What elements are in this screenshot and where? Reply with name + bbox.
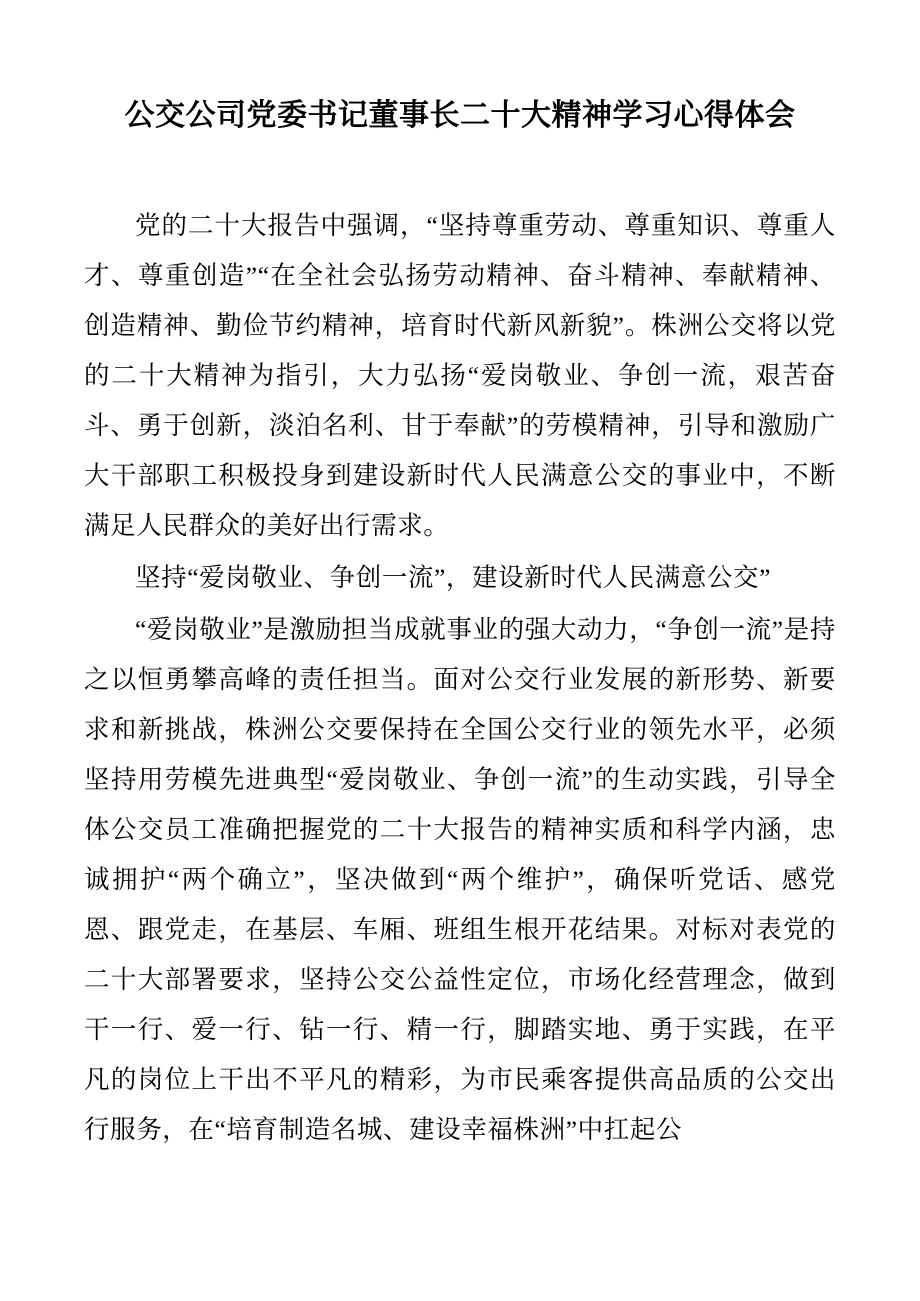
paragraph: “爱岗敬业”是激励担当成就事业的强大动力，“争创一流”是持之以恒勇攀高峰的责任担当。面对公交行业发展的新形势、新要求和新挑战，株洲公交要保持在全国公交行业的领先水平，必须坚持用劳模先进典型“爱岗敬业、争创一流”的生动实践，引导全体公交员工准确把握党的二十大报告的精神实质和科学内涵，忠诚拥护“两个确立”，坚决做到“两个维护”，确保听党话、感党恩、跟党走，在基层、车厢、班组生根开花结果。对标对表党的二十大部署要求，坚持公交公益性定位，市场化经营理念，做到干一行、爱一行、钻一行、精一行，脚踏实地、勇于实践，在平凡的岗位上干出不平凡的精彩，为市民乘客提供高品质的公交出行服务，在“培育制造名城、建设幸福株洲”中扛起公	[84, 614, 836, 1144]
document-body	[84, 201, 836, 1155]
paragraph: 坚持“爱岗敬业、争创一流”，建设新时代人民满意公交”	[135, 562, 772, 592]
paragraph: 党的二十大报告中强调，“坚持尊重劳动、尊重知识、尊重人才、尊重创造”“在全社会弘扬劳动精神、奋斗精神、奉献精神、创造精神、勤俭节约精神，培育时代新风新貌”。株洲公交将以党的二十大精神为指引，大力弘扬“爱岗敬业、争创一流，艰苦奋斗、勇于创新，淡泊名利、甘于奉献”的劳模精神，引导和激励广大干部职工积极投身到建设新时代人民满意公交的事业中，不断满足人民群众的美好出行需求。	[84, 210, 836, 540]
page-title: 公交公司党委书记董事长二十大精神学习心得体会	[124, 98, 796, 133]
